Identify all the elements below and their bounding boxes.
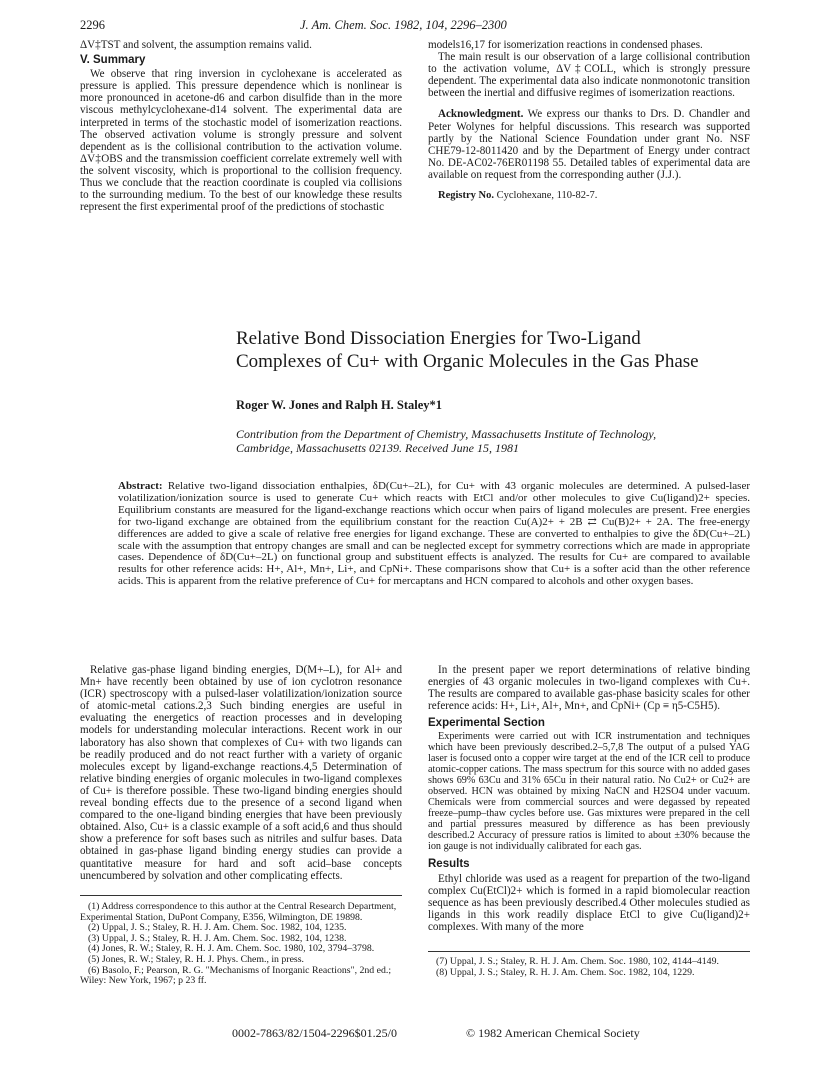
ack-text: We express our thanks to Drs. D. Chandler and Peter Wolynes for helpful discussions. This research was supported partly by the National Science Foundation under grant No. NSF CHE79-12-8011420 and by the Department of Energy under contract No. DE-AC02-76ER01198 55. Detailed tables of experimental data are available on request from the corresponding auther (J.J.). bbox=[428, 108, 751, 181]
intro-paragraph: Relative gas-phase ligand binding energies, D(M+–L), for Al+ and Mn+ have recently been obtained by use of ion cyclotron resonance (ICR) spectroscopy with a pulsed-laser volatilization/ionization source of atomic-metal cations.2,3 Such binding energies are useful in evaluating the energetics of reaction processes and in developing models for understanding molecular interactions. Recent work in our laboratory has also shown that complexes of Cu+ with two ligands can be readily produced and do not react further with a variety of organic molecules except by ligand-exchange reactions.4,5 Determination of relative binding energies of organic molecules in two-ligand complexes of Cu+ is therefore possible. These two-ligand binding energies should reveal bonding effects due to the presence of a second ligand when compared to the one-ligand binding energies that have been previously obtained. Also, Cu+ is a classic example of a soft acid,6 and thus should show a preference for soft bases such as nitriles and sulfur bases. Data obtained in gas-phase ligand binding energy studies can provide a quantitative measure for hard and soft acid–base concepts unencumbered by solvation and other complicating effects. bbox=[80, 664, 402, 882]
affiliation-line-1: Contribution from the Department of Chemistry, Massachusetts Institute of Technology, bbox=[236, 427, 657, 441]
authors: Roger W. Jones and Ralph H. Staley*1 bbox=[236, 398, 443, 412]
summary-paragraph: We observe that ring inversion in cyclohexane is accelerated as pressure is applied. This pressure dependence which is nonlinear is more pronounced in acetone-d6 and carbon disulfide than in the more viscous methylcyclohexane-d14 solvent. The experimental data are interpreted in terms of the stochastic model of isomerization reactions. The observed activation volume is strongly pressure and solvent dependent as is the collisional contribution to the activation volume. ΔV‡OBS and the transmission coefficient correlate extremely well with the solvent viscosity, which is proportional to the collision frequency. Thus we conclude that the reaction coordinate is coupled via collisions to the surrounding medium. To the best of our knowledge these results represent the first experimental proof of the predictions of stochastic bbox=[80, 68, 402, 214]
footnote: (4) Jones, R. W.; Staley, R. H. J. Am. Chem. Soc. 1980, 102, 3794–3798. bbox=[88, 943, 375, 955]
abstract-label: Abstract: bbox=[118, 480, 163, 492]
top-right-column bbox=[428, 39, 750, 202]
top-left-column bbox=[80, 39, 402, 213]
acknowledgment-paragraph bbox=[428, 108, 750, 181]
footnote: (1) Address correspondence to this author at the Central Research Department, Experimental Station, DuPont Company, E356, Wilmington, DE 19898. bbox=[80, 901, 397, 923]
page-number: 2296 bbox=[80, 18, 105, 32]
results-heading: Results bbox=[428, 858, 470, 871]
title-line-2: Complexes of Cu+ with Organic Molecules in the Gas Phase bbox=[236, 351, 699, 372]
experimental-heading: Experimental Section bbox=[428, 717, 545, 730]
results-paragraph: Ethyl chloride was used as a reagent for prepartion of the two-ligand complex Cu(EtCl)2+ which is formed in a rapid biomolecular reaction sequence as has been previously described.4 Other molecules studied as ligands in this work readily displace EtCl to give Cu(ligand)2+ complexes. With many of the more bbox=[428, 872, 750, 933]
footnote: (6) Basolo, F.; Pearson, R. G. "Mechanisms of Inorganic Reactions", 2nd ed.; Wiley: New York, 1967; p 23 ff. bbox=[80, 964, 392, 987]
footer-copyright: © 1982 American Chemical Society bbox=[466, 1026, 640, 1040]
footer-code: 0002-7863/82/1504-2296$01.25/0 bbox=[232, 1026, 397, 1040]
running-head: J. Am. Chem. Soc. 1982, 104, 2296–2300 bbox=[300, 18, 507, 32]
footnote-rule-left bbox=[80, 895, 402, 896]
registry-text: Cyclohexane, 110-82-7. bbox=[496, 190, 598, 202]
footnote: (3) Uppal, J. S.; Staley, R. H. J. Am. Chem. Soc. 1982, 104, 1238. bbox=[88, 932, 347, 944]
body-right-column bbox=[428, 664, 750, 933]
abstract-text: Relative two-ligand dissociation enthalpies, δD(Cu+–2L), for Cu+ with 43 organic molecules are determined. A pulsed-laser volatilization/ionization source is used to generate Cu+ which reacts with EtCl and/or other molecules to give Cu(ligand)2+ species. Equilibrium constants are measured for the ligand-exchange reactions which occur when pairs of ligand molecules are present. Free energies for two-ligand exchange are obtained from the equilibrium constant for the reaction Cu(A)2+ + 2B ⇄ Cu(B)2+ + 2A. The free-energy differences are added to give a scale of relative free energies for ligand exchange. These are converted to enthalpies to give the δD(Cu+–2L) scale with the assumption that entropy changes are small and can be neglected except for symmetry corrections which are made in appropriate cases. Dependence of δD(Cu+–2L) on functional group and substituent effects is analyzed. The results for Cu+ are compared to available results for other reference acids: H+, Al+, Mn+, Li+, and CpNi+. These comparisons show that Cu+ is a softer acid than the other reference acids. This is apparent from the relative preference of Cu+ for mercaptans and HCN compared to alcohols and other oxygen bases. bbox=[118, 480, 751, 588]
footnote: (7) Uppal, J. S.; Staley, R. H. J. Am. Chem. Soc. 1980, 102, 4144–4149. bbox=[436, 956, 719, 967]
experimental-paragraph: Experiments were carried out with ICR instrumentation and techniques which have been previously described.2–5,7,8 The output of a pulsed YAG laser is focused onto a copper wire target at the end of the ICR cell to produce atomic-copper cations. The mass spectrum for this source with no added gases shows 69% 63Cu and 31% 65Cu in their natural ratio. No Cu2+ or Cu2+ are observed. HCN was obtained by mixing NaCN and H2SO4 under vacuum. Chemicals were from commercial sources and were degassed by repeated freeze–pump–thaw cycles before use. Gas mixtures were prepared in the cell and partial pressures measured by difference as has been previously described.2 Accuracy of pressure ratios is limited to about ±30% because the ion gauge is not individually calibrated for each gas. bbox=[428, 731, 750, 853]
continued-text: models16,17 for isomerization reactions in condensed phases. bbox=[428, 39, 703, 51]
article-title bbox=[236, 327, 756, 373]
abstract bbox=[118, 481, 750, 588]
summary-heading: V. Summary bbox=[80, 54, 146, 67]
footnotes-left bbox=[80, 902, 402, 987]
footnote: (5) Jones, R. W.; Staley, R. H. J. Phys. Chem., in press. bbox=[88, 953, 304, 965]
footnote: (8) Uppal, J. S.; Staley, R. H. J. Am. Chem. Soc. 1982, 104, 1229. bbox=[436, 966, 695, 978]
affiliation-line-2: Cambridge, Massachusetts 02139. Received June 15, 1981 bbox=[236, 441, 519, 455]
title-line-1: Relative Bond Dissociation Energies for Two-Ligand bbox=[236, 328, 641, 349]
registry-label: Registry No. bbox=[438, 190, 494, 202]
footnote-rule-right bbox=[428, 951, 750, 952]
affiliation bbox=[236, 427, 766, 455]
ack-label: Acknowledgment. bbox=[438, 108, 524, 121]
present-paper-paragraph: In the present paper we report determinations of relative binding energies of 43 organic molecules in two-ligand complexes with Cu+. The results are compared to available gas-phase basicity scales for other reference acids: H+, Li+, Al+, Mn+, and CpNi+ (Cp ≡ η5-C5H5). bbox=[428, 664, 750, 713]
footnote: (2) Uppal, J. S.; Staley, R. H. J. Am. Chem. Soc. 1982, 104, 1235. bbox=[88, 922, 347, 934]
footnotes-right bbox=[428, 957, 750, 978]
body-left-column bbox=[80, 664, 402, 882]
registry-paragraph bbox=[428, 190, 750, 202]
main-result-paragraph: The main result is our observation of a large collisional contribution to the activation volume, ΔV‡COLL, which is strongly pressure dependent. The experimental data also indicate nonmonotonic transition between the inertial and diffusive regimes of isomerization reactions. bbox=[428, 51, 750, 100]
carry-line: ΔV‡TST and solvent, the assumption remains valid. bbox=[80, 39, 312, 51]
